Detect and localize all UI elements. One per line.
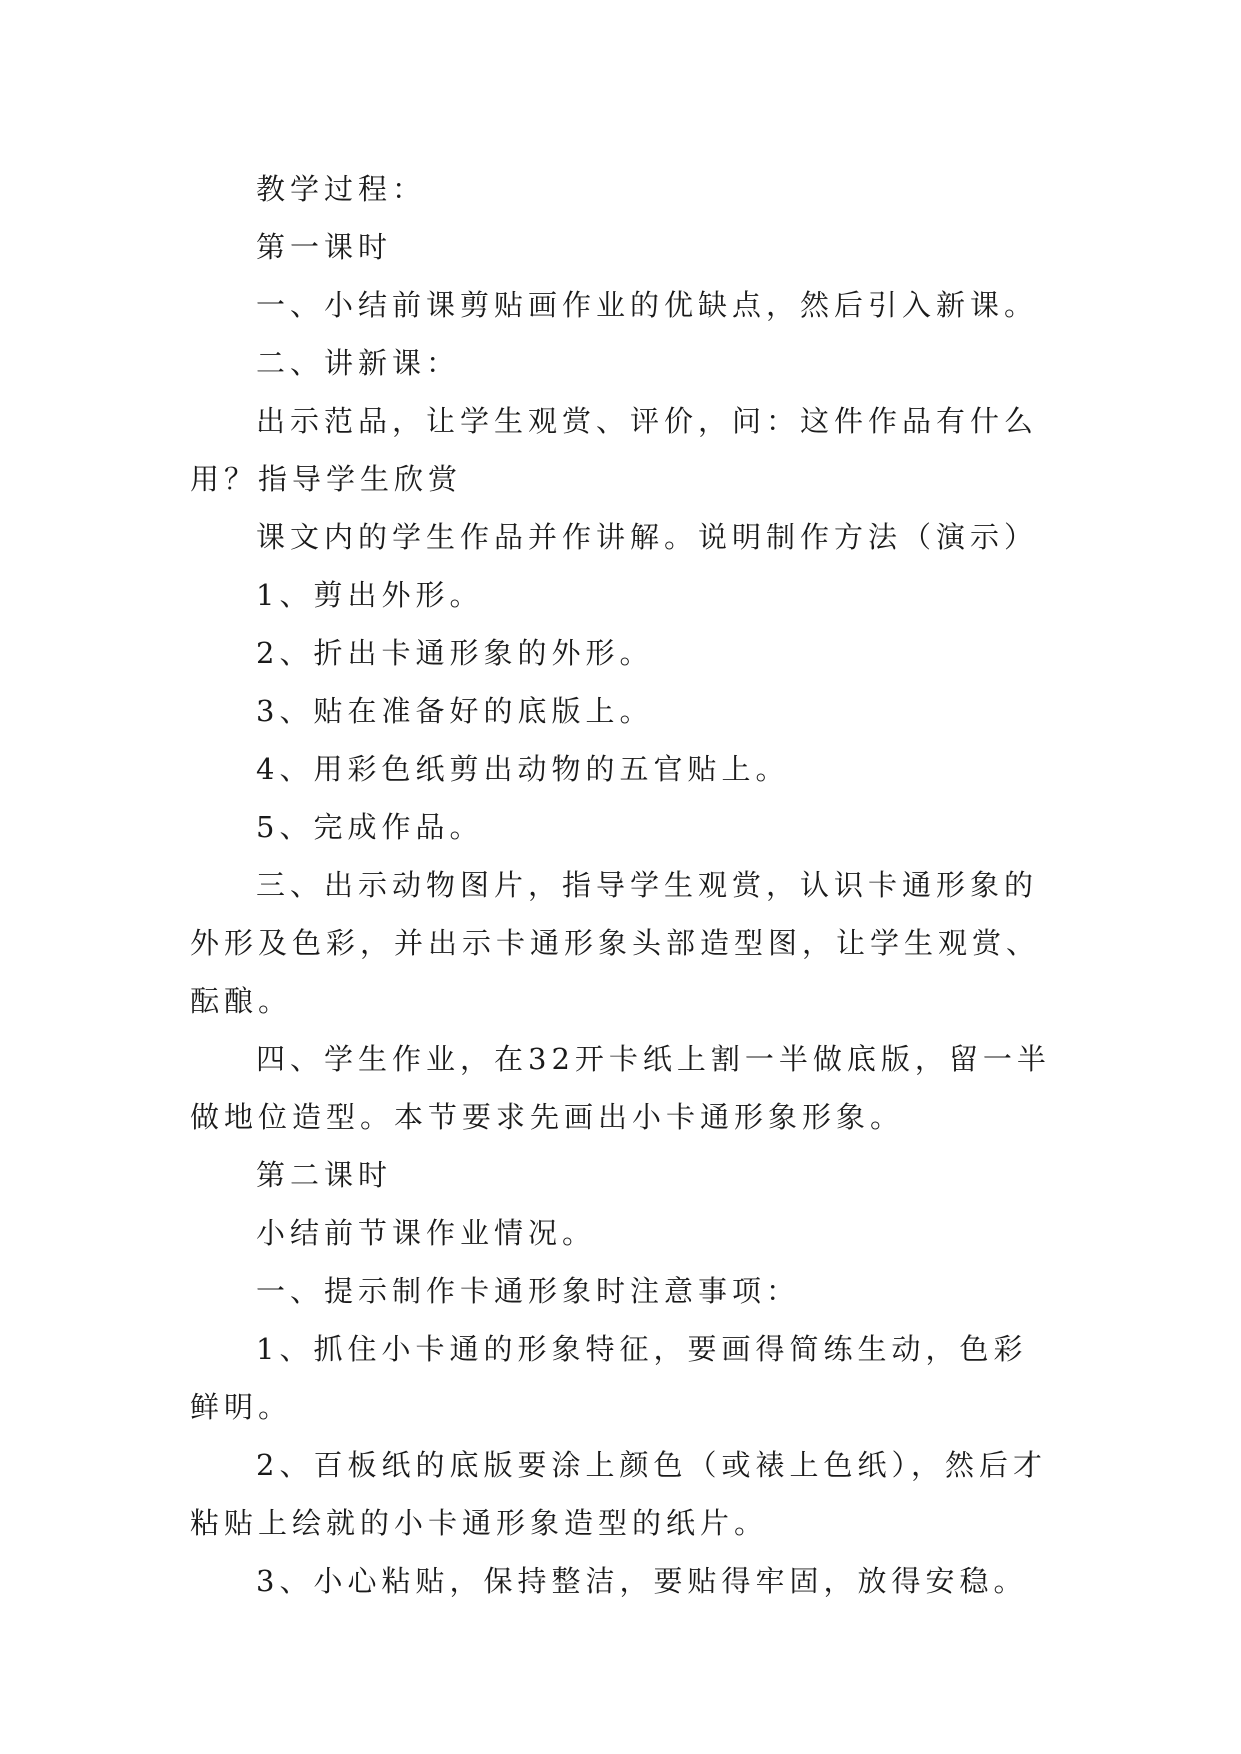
- paragraph: 四、学生作业，在32开卡纸上割一半做底版，留一半做地位造型。本节要求先画出小卡通形象形象。: [190, 1042, 1051, 1134]
- paragraph: 小结前节课作业情况。: [256, 1216, 597, 1250]
- paragraph: 三、出示动物图片，指导学生观赏，认识卡通形象的外形及色彩，并出示卡通形象头部造型图，让学生观赏、酝酿。: [190, 868, 1041, 1018]
- paragraph: 2、百板纸的底版要涂上颜色（或裱上色纸），然后才粘贴上绘就的小卡通形象造型的纸片。: [190, 1448, 1047, 1540]
- paragraph: 1、抓住小卡通的形象特征，要画得简练生动，色彩鲜明。: [190, 1332, 1028, 1424]
- paragraph: 5、完成作品。: [256, 810, 484, 844]
- paragraph: 2、折出卡通形象的外形。: [256, 636, 654, 670]
- paragraph: 1、剪出外形。: [256, 578, 484, 612]
- paragraph: 一、小结前课剪贴画作业的优缺点，然后引入新课。: [256, 288, 1039, 322]
- paragraph: 课文内的学生作品并作讲解。说明制作方法（演示）: [256, 520, 1039, 554]
- paragraph: 第二课时: [256, 1158, 393, 1192]
- document-body: [190, 160, 1060, 1610]
- paragraph: 出示范品，让学生观赏、评价，问：这件作品有什么用？指导学生欣赏: [190, 404, 1039, 496]
- paragraph: 一、提示制作卡通形象时注意事项：: [256, 1274, 801, 1308]
- paragraph: 教学过程：: [256, 172, 427, 206]
- paragraph: 第一课时: [256, 230, 393, 264]
- paragraph: 二、讲新课：: [256, 346, 461, 380]
- paragraph: 4、用彩色纸剪出动物的五官贴上。: [256, 752, 790, 786]
- paragraph: 3、小心粘贴，保持整洁，要贴得牢固，放得安稳。: [256, 1564, 1028, 1598]
- paragraph: 3、贴在准备好的底版上。: [256, 694, 654, 728]
